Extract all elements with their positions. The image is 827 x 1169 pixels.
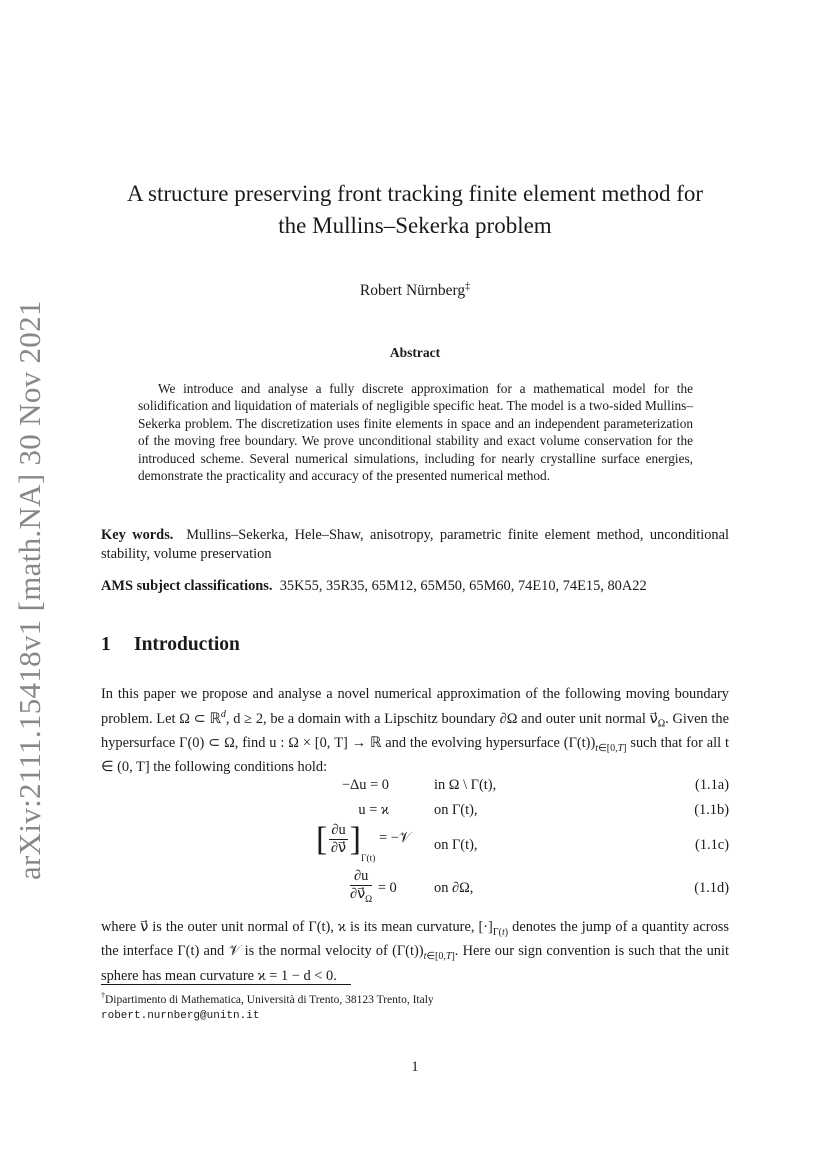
section-title: Introduction [134,634,240,655]
eq-label-1-1d: (1.1d) [694,880,729,896]
jump-bracket-right: ] [349,820,361,858]
footnote-rule [101,984,351,985]
eq-condition: on Γ(t), [434,802,478,818]
intro-text-b: , d ≥ 2, be a domain with a Lipschitz boundary ∂Ω and outer unit normal ν⃗ [225,710,658,727]
eq-condition: in Ω \ Γ(t), [434,777,497,793]
eq-label-1-1b: (1.1b) [694,802,729,818]
eq-label-1-1c: (1.1c) [695,837,729,853]
page-number: 1 [411,1059,419,1075]
abstract-heading: Abstract [389,345,441,360]
footnote-affiliation: Dipartimento di Mathematica, Università di Trento, 38123 Trento, Italy [105,993,434,1006]
title-line-1: A structure preserving front tracking finite element method for [126,181,704,206]
eq-lhs: −Δu = 0 [341,777,389,793]
author [100,281,730,300]
abstract-body: We introduce and analyse a fully discrete approximation for a mathematical model for the solidification and liquidation of materials of negligible specific heat. The model is a two-sided Mullins–Sekerka problem. The discretization uses finite elements in space and an independent parameterization of the moving free boundary. We prove unconditional stability and exact volume conservation for the introduced scheme. Several numerical simulations, including for nearly crystalline surface energies, demonstrate the practicality and accuracy of the presented numerical method. [138,381,693,484]
eq-lhs: u = ϰ [358,802,389,818]
author-mark: ‡ [465,281,471,292]
paper-title [100,178,730,242]
keywords-text: Mullins–Sekerka, Hele–Shaw, anisotropy, parametric finite element method, unconditional stability, volume preservation [101,527,729,562]
keywords-label: Key words. [101,527,174,543]
arxiv-stamp: arXiv:2111.15418v1 [math.NA] 30 Nov 2021 [12,300,47,880]
after-text-c: . Here our sign convention is such that the unit sphere has mean curvature ϰ = 1 − d < 0. [101,943,729,984]
ams-classifications [101,577,729,596]
eq-condition-1-1d: on ∂Ω, [434,880,474,896]
after-text-a: where ν⃗ is the outer unit normal of Γ(t), ϰ is its mean curvature, [·] [101,919,493,935]
eq-rhs: = −𝒱 [379,829,411,846]
equation-1-1d [348,868,397,909]
ams-label: AMS subject classifications. [101,578,273,594]
footnote-mark: † [101,991,105,1000]
after-text-b: denotes the jump of a quantity across the interface Γ(t) and 𝒱 is the normal velocity of (Γ(t)) [101,919,729,960]
keywords [101,526,729,564]
intro-text-d: such that for all t ∈ (0, T] the following conditions hold: [101,734,730,776]
author-name: Robert Nürnberg [359,282,466,300]
fraction: $\frac{\partial u}{\partial\nu⃗_\Omega}$ [350,868,373,905]
ams-text: 35K55, 35R35, 65M12, 65M50, 65M60, 74E10, 74E15, 80A22 [279,578,647,594]
intro-text-a: In this paper we propose and analyse a novel numerical approximation of the following moving boundary problem. Let Ω ⊂ ℝ [101,686,729,727]
section-heading [101,634,240,656]
eq-condition-1-1c: on Γ(t), [434,837,478,853]
footnote-email: robert.nurnberg@unitn.it [101,1009,260,1022]
section-number: 1 [101,634,111,655]
intro-paragraph: In this paper we propose and analyse a novel numerical approximation of the following moving boundary problem. Let Ω ⊂ ℝ$^d$, d ≥ 2, be a domain with a Lipschitz boundary ∂Ω and outer unit normal $\nu⃗_\Omega$. Given the hypersurface Γ(0) ⊂ Ω, find u : Ω × [0, T] → ℝ and the evolving hypersurface $(\Gamma(t))_{t\in[0,T]}$ such that for all t ∈ (0, T] the following conditions hold: [101,686,730,776]
title-line-2: the Mullins–Sekerka problem [278,213,552,238]
post-equation-paragraph: where ν⃗ is the outer unit normal of Γ(t), ϰ is its mean curvature, $[\cdot]_{\Gamma(t)}$ denotes the jump of a quantity across the interface Γ(t) and 𝒱 is the normal velocity of $(\Gamma(t))_{t\in[0,T]}$. Here our sign convention is such that the unit sphere has mean curvature ϰ = 1 − d < 0. [101,919,729,984]
eq-label-1-1a: (1.1a) [695,777,729,793]
eq-rhs: = 0 [377,879,397,896]
footnote [101,988,434,1024]
fraction: $\frac{\partial u}{\partial\nu⃗}$ [330,822,347,856]
equation-1-1c: [ $\frac{\partial u}{\partial\nu⃗}$ ]$_{\Gamma(t)}$ = −𝒱 [316,820,411,864]
jump-bracket-left: [ [316,820,328,858]
intro-text-c: . Given the hypersurface Γ(0) ⊂ Ω, find u : Ω × [0, T] → ℝ and the evolving hypersurface (Γ(t)) [101,710,730,751]
